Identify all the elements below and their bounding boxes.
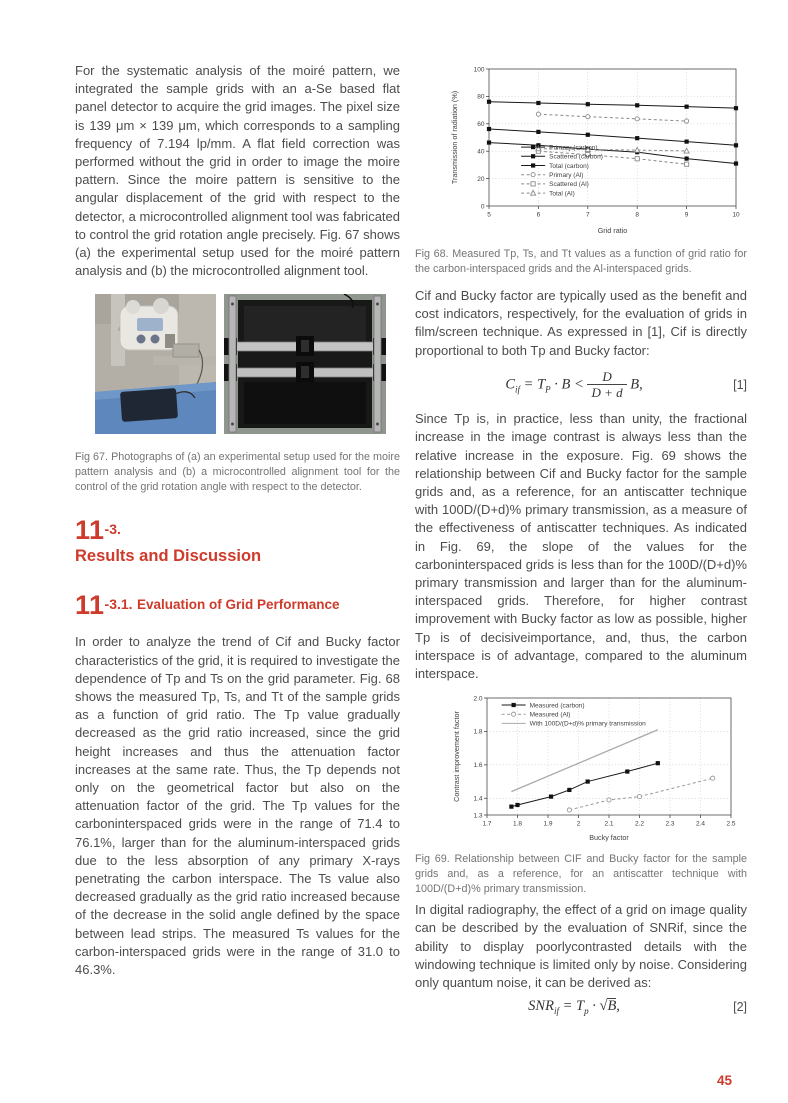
page-number: 45 [716, 1073, 732, 1088]
section-heading [75, 515, 400, 566]
left-column [75, 62, 400, 1103]
svg-text:2: 2 [576, 820, 581, 828]
svg-text:Transmission of radiation (%): Transmission of radiation (%) [450, 90, 459, 185]
svg-text:2.5: 2.5 [726, 820, 736, 828]
equation-1-body: $C_{if} = T_P \cdot B$ < $\frac{D}{D + d}$ B, [505, 368, 643, 401]
svg-text:1.6: 1.6 [473, 762, 483, 770]
fig67b-photo [224, 294, 386, 434]
fig69-chart [451, 691, 741, 843]
svg-text:1.3: 1.3 [473, 812, 483, 820]
svg-text:Contrast improvement factor: Contrast improvement factor [452, 711, 461, 802]
svg-text:20: 20 [477, 175, 485, 183]
svg-text:Total (Al): Total (Al) [549, 190, 575, 198]
svg-text:5: 5 [487, 211, 491, 219]
svg-text:Grid ratio: Grid ratio [597, 226, 628, 235]
equation-1 [415, 370, 747, 400]
fig69-caption: Fig 69. Relationship between CIF and Bucky factor for the sample grids and, as a reference, for an antiscatter technique with 100D/(D+d)% primary transmission. [415, 853, 747, 896]
svg-text:10: 10 [732, 211, 740, 219]
figure67 [95, 294, 400, 434]
svg-text:With 100D/(D+d)% primary trans: With 100D/(D+d)% primary transmission [529, 720, 646, 728]
svg-text:2.1: 2.1 [604, 820, 614, 828]
svg-text:0: 0 [480, 203, 485, 211]
figure68 [449, 62, 747, 241]
right-column [415, 62, 747, 1103]
svg-text:9: 9 [684, 211, 689, 219]
figure69 [451, 691, 747, 848]
svg-text:8: 8 [635, 211, 640, 219]
subsection-heading: 11-3.1. $^{Evaluation of Grid Performance}$ [75, 590, 340, 621]
svg-text:Bucky factor: Bucky factor [589, 833, 629, 843]
svg-text:1.7: 1.7 [482, 820, 492, 828]
svg-text:2.2: 2.2 [634, 820, 645, 828]
paragraph-moire-analysis: For the systematic analysis of the moiré pattern, we integrated the sample grids with an a-Se based flat panel detector to acquire the grid images. The pixel size is 139 μm × 139 μm, which corresponds to a sampling frequency of 7.194 lp/mm. A flat field correction was performed without the grid in order to image the moire pattern. Since the moire pattern is sensitive to the angular displacement of the grid with respect to the detector, a microcontrolled alignment tool was fabricated to control the grid rotation angle precisely. Fig. 67 shows (a) the experimental setup used for the moiré pattern analysis and (b) the microcontrolled alignment tool. [75, 63, 400, 279]
svg-text:Measured (Al): Measured (Al) [529, 711, 571, 719]
paragraph-grid-performance: In order to analyze the trend of Cif and Bucky factor characteristics of the grid, it is required to investigate the dependence of Tp and Ts on the grid parameter. Fig. 68 shows the measured Tp, Ts, and Tt of the sample grids as a function of grid ratio. The Tp value gradually decreased as the grid ratio increased, since the grid height increases and thus the attenuation factor increases at the same rate. Thus, the Tp depends not only on the geometrical factor but also on the attenuation factor of the grid. The Tp values for the carboninterspaced grids were in the range of 71.4 to 76.1%, larger than for the aluminum-interspaced grids due to the less absorption of any primary X-rays penetrating the carbon interspace. The Ts value also decreased gradually as the grid ratio increased because of the decrease in the solid angle defined by the space between lead strips. The measured Ts values for the carbon-interspaced grids were in the range of 31.0 to 46.3%. [75, 634, 400, 978]
svg-text:40: 40 [477, 148, 485, 156]
fig67a-photo [95, 294, 216, 434]
svg-text:2.3: 2.3 [665, 820, 675, 828]
fig67-caption: Fig 67. Photographs of (a) an experimental setup used for the moire pattern analysis and (b) a microcontrolled alignment tool for the control of the grid rotation angle with respect to the detector. [75, 451, 400, 494]
equation-2-body: $SNR_{if} = T_p \cdot √B$, [528, 998, 620, 1017]
paragraph-digital-radiography: In digital radiography, the effect of a grid on image quality can be described by the evaluation of SNRif, since the ability to display poorlycontrasted details with the windowing technique is limited only by noise. Considering only quantum noise, it can be derived as: [415, 902, 747, 990]
svg-text:Primary (Al): Primary (Al) [549, 171, 584, 179]
section-title: Results and Discussion [75, 547, 262, 566]
subsection-title: Evaluation of Grid Performance [137, 597, 340, 613]
svg-text:7: 7 [585, 211, 590, 219]
svg-text:2.0: 2.0 [473, 695, 483, 703]
equation-2-number: [2] [733, 1000, 747, 1015]
svg-text:60: 60 [477, 121, 485, 129]
fig68-chart [449, 62, 745, 236]
svg-text:80: 80 [477, 93, 485, 101]
paragraph-since-tp: Since Tp is, in practice, less than unity, the fractional increase in the image contrast is always less than the relative increase in the exposure. Fig. 69 shows the relationship between Cif and Bucky factor for the sample grids and, as a reference, for an antiscatter technique with 100D/(D+d)% primary transmission, as a measure of the effectiveness of antiscatter techniques. As indicated in Fig. 69, the slope of the values for the carboninterspaced grids is less than for the 100D/(D+d)% primary transmission and larger than for the aluminum-interspaced grids. Therefore, for higher contrast improvement with Bucky factor as low as possible, higher Tp is of decisiveimportance, and, thus, the carbon interspace is of advantage, compared to the aluminum interspace. [415, 411, 747, 681]
svg-text:1.8: 1.8 [473, 728, 483, 736]
paragraph-cif-bucky: Cif and Bucky factor are typically used as the benefit and cost indicators, respectively, for the evaluation of grids in film/screen technique. As expressed in [1], Cif is directly proportional to both Tp and Bucky factor: [415, 288, 747, 358]
fraction: $\frac{D}{D + d}$ [587, 370, 626, 400]
svg-text:1.4: 1.4 [473, 795, 483, 803]
svg-text:6: 6 [536, 211, 541, 219]
fig68-caption: Fig 68. Measured Tp, Ts, and Tt values as a function of grid ratio for the carbon-interspaced grids and the Al-interspaced grids. [415, 248, 747, 275]
equation-1-number: [1] [733, 377, 747, 392]
equation-2 [415, 998, 747, 1016]
svg-text:2.4: 2.4 [695, 820, 706, 828]
svg-text:Total (carbon): Total (carbon) [549, 162, 589, 170]
svg-text:Measured (carbon): Measured (carbon) [529, 702, 585, 710]
svg-text:1.9: 1.9 [543, 820, 553, 828]
svg-text:Scattered (Al): Scattered (Al) [549, 181, 589, 189]
svg-text:Primary (carbon): Primary (carbon) [549, 144, 598, 152]
svg-text:100: 100 [473, 66, 485, 74]
svg-text:Scattered (carbon): Scattered (carbon) [549, 153, 603, 161]
section-number: 11-3. [75, 515, 121, 546]
svg-text:1.8: 1.8 [512, 820, 523, 828]
